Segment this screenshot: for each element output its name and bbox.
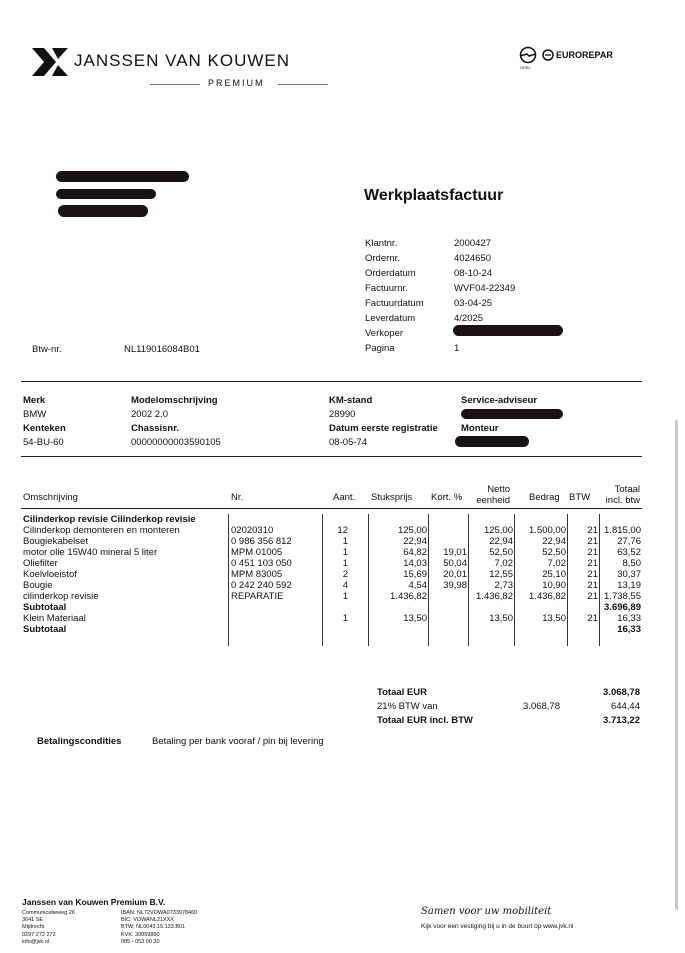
line-desc: Bougie — [23, 580, 53, 591]
subtotal-value: 16,33 — [617, 624, 641, 635]
invoice-lines — [0, 515, 685, 650]
model-value: 2002 2.0 — [131, 409, 168, 420]
line-bedrag: 1.436,82 — [529, 591, 566, 602]
kenteken-value: 54-BU-60 — [23, 437, 64, 448]
line-stuks: 64,82 — [403, 547, 427, 558]
btw-total-label: 21% BTW van — [377, 701, 438, 712]
line-kort: 19,01 — [443, 547, 467, 558]
info-value: 4/2025 — [454, 313, 484, 324]
line-btw: 21 — [587, 569, 598, 580]
brand-premium: PREMIUM — [208, 78, 265, 88]
footer-slogan: Samen voor uw mobiliteit — [421, 906, 552, 917]
km-label: KM-stand — [329, 395, 373, 406]
line-desc: Cilinderkop demonteren en monteren — [23, 525, 180, 536]
footer-address-line: Mijdrecht — [22, 924, 45, 931]
footer-bank — [121, 910, 197, 946]
total-value: 3.068,78 — [603, 687, 640, 698]
footer-address-line: info@jvk.nl — [22, 938, 49, 945]
line-totaal: 30,37 — [617, 569, 641, 580]
info-label: Ordernr. — [365, 253, 400, 264]
line-nr: MPM 01005 — [231, 547, 283, 558]
line-aant: 1 — [342, 536, 348, 547]
line-desc: Klein Materiaal — [23, 613, 86, 624]
info-label: Orderdatum — [365, 268, 416, 279]
brand-name: JANSSEN VAN KOUWEN — [74, 51, 291, 70]
line-bedrag: 52,50 — [542, 547, 566, 558]
redacted-customer-street — [56, 189, 156, 199]
line-aant: 1 — [342, 591, 348, 602]
col-totaal: Totaal — [614, 484, 640, 495]
reg-value: 08-05-74 — [329, 437, 368, 448]
col-korting: Kort. % — [431, 492, 463, 503]
line-totaal: 63,52 — [617, 547, 641, 558]
redacted-mechanic — [455, 436, 529, 447]
line-aant: 4 — [342, 580, 348, 591]
divider — [21, 381, 642, 382]
line-kort: 39,98 — [443, 580, 467, 591]
line-desc: motor olie 15W40 mineral 5 liter — [23, 547, 158, 558]
line-netto: 13,50 — [489, 613, 513, 624]
footer-company: Janssen van Kouwen Premium B.V. — [22, 897, 166, 907]
footer-address-line: 3641 SE — [22, 917, 44, 924]
col-netto: Netto — [487, 484, 510, 495]
footer-bank-line: BTW: NL0043.15.133.B01 — [121, 924, 186, 931]
eurorepar-icon — [542, 49, 554, 61]
info-label: Pagina — [365, 343, 395, 354]
line-desc: Bougiekabelset — [23, 536, 88, 547]
footer-bank-line: BIC: VOWANL21XXX — [121, 917, 174, 924]
line-aant: 1 — [342, 613, 348, 624]
col-eenheid: eenheid — [476, 495, 510, 506]
info-label: Verkoper — [365, 328, 404, 339]
page-title: Werkplaatsfactuur — [364, 187, 504, 204]
line-bedrag: 13,50 — [542, 613, 566, 624]
info-label: Factuurnr. — [365, 283, 408, 294]
table-header-line — [21, 508, 642, 509]
redacted-customer-name — [56, 171, 189, 182]
info-value: 03-04-25 — [454, 298, 493, 309]
btw-value: NL119016084B01 — [124, 344, 200, 355]
line-desc: Cilinderkop revisie Cilinderkop revisie — [23, 514, 196, 525]
line-nr: 02020310 — [231, 525, 274, 536]
line-netto: 1.436,82 — [476, 591, 513, 602]
col-aant: Aant. — [333, 492, 356, 503]
info-value: 2000427 — [454, 238, 491, 249]
line-netto: 2,73 — [494, 580, 513, 591]
scrollbar[interactable] — [675, 420, 678, 910]
line-netto: 22,94 — [489, 536, 513, 547]
footer-bank-line: 085 - 053 00 30 — [121, 938, 160, 945]
line-nr: REPARATIE — [231, 591, 284, 602]
info-label: Leverdatum — [365, 313, 416, 324]
line-aant: 2 — [342, 569, 348, 580]
col-omschrijving: Omschrijving — [23, 492, 78, 503]
line-netto: 12,55 — [489, 569, 513, 580]
line-bedrag: 10,90 — [542, 580, 566, 591]
col-nr: Nr. — [231, 492, 244, 503]
reg-label: Datum eerste registratie — [329, 423, 438, 434]
footer-bank-line: KVK: 30059890 — [121, 931, 160, 938]
line-nr: 0 242 240 592 — [231, 580, 292, 591]
col-incl-btw: incl. btw — [605, 495, 640, 506]
chassis-value: 00000000003590105 — [131, 437, 221, 448]
line-stuks: 15,69 — [403, 569, 427, 580]
subtotal-value: 3.696,89 — [604, 602, 641, 613]
line-bedrag: 1.500,00 — [529, 525, 566, 536]
footer-address-line: Communicatieweg 26 — [22, 910, 75, 916]
line-nr: MPM 83005 — [231, 569, 283, 580]
line-bedrag: 7,02 — [547, 558, 566, 569]
line-btw: 21 — [587, 536, 598, 547]
line-totaal: 13,19 — [617, 580, 641, 591]
line-btw: 21 — [587, 613, 598, 624]
redacted-seller — [453, 325, 563, 336]
col-stuksprijs: Stuksprijs — [371, 492, 413, 503]
chassis-label: Chassisnr. — [131, 423, 180, 434]
line-netto: 52,50 — [489, 547, 513, 558]
line-aant: 1 — [342, 547, 348, 558]
redacted-customer-city — [58, 205, 148, 217]
line-stuks: 14,03 — [403, 558, 427, 569]
eurorepar-label: EUROREPAR — [556, 50, 613, 60]
subtotal-label: Subtotaal — [23, 624, 67, 635]
line-nr: 0 451 103 050 — [231, 558, 292, 569]
footer-address-line: 0297 272 272 — [22, 931, 56, 938]
btw-label: Btw-nr. — [32, 344, 62, 355]
merk-label: Merk — [23, 395, 46, 406]
line-stuks: 22,94 — [403, 536, 427, 547]
line-btw: 21 — [587, 525, 598, 536]
col-btw: BTW — [569, 492, 591, 503]
line-stuks: 125,00 — [397, 525, 427, 536]
line-kort: 50,04 — [443, 558, 467, 569]
total-incl-label: Totaal EUR incl. BTW — [377, 715, 473, 726]
line-kort: 20,01 — [443, 569, 467, 580]
footer-address — [22, 910, 75, 946]
line-totaal: 8,50 — [622, 558, 641, 569]
km-value: 28990 — [329, 409, 356, 420]
info-label: Factuurdatum — [365, 298, 424, 309]
line-aant: 1 — [342, 558, 348, 569]
line-btw: 21 — [587, 558, 598, 569]
btw-total-base: 3.068,78 — [523, 701, 560, 712]
info-value: 4024650 — [454, 253, 491, 264]
info-value: WVF04-22349 — [454, 283, 516, 294]
line-stuks: 4,54 — [408, 580, 427, 591]
line-totaal: 1.738,55 — [604, 591, 641, 602]
redacted-service-advisor — [461, 409, 563, 419]
jvk-x-icon — [30, 46, 70, 78]
logo-line-right — [278, 84, 328, 85]
footer-bank-line: IBAN: NL72VOWA0733978460 — [121, 910, 198, 916]
info-value: 1 — [454, 343, 460, 354]
line-btw: 21 — [587, 591, 598, 602]
brand-logo — [30, 44, 340, 94]
line-stuks: 1.436,82 — [390, 591, 427, 602]
line-desc: cilinderkop revisie — [23, 591, 99, 602]
kenteken-label: Kenteken — [23, 423, 66, 434]
partner-logos — [515, 46, 645, 70]
line-totaal: 1.815,00 — [604, 525, 641, 536]
line-btw: 21 — [587, 580, 598, 591]
line-desc: Oliefilter — [23, 558, 58, 569]
info-label: Klantnr. — [365, 238, 398, 249]
footer-web: Kijk voor een vestiging bij u in de buurt op www.jvk.nl — [421, 923, 574, 930]
info-value: 08-10-24 — [454, 268, 493, 279]
line-bedrag: 22,94 — [542, 536, 566, 547]
line-netto: 125,00 — [483, 525, 513, 536]
model-label: Modelomschrijving — [131, 395, 218, 406]
service-label: Service-adviseur — [461, 395, 538, 406]
monteur-label: Monteur — [461, 423, 499, 434]
logo-line-left — [150, 84, 200, 85]
subtotal-label: Subtotaal — [23, 602, 67, 613]
line-nr: 0 986 356 812 — [231, 536, 292, 547]
total-incl-value: 3.713,22 — [603, 715, 640, 726]
line-totaal: 16,33 — [617, 613, 641, 624]
total-label: Totaal EUR — [377, 687, 427, 698]
line-totaal: 27,76 — [617, 536, 641, 547]
line-desc: Koelvloeistof — [23, 569, 77, 580]
btw-total-amount: 644,44 — [610, 701, 640, 712]
line-bedrag: 25,10 — [542, 569, 566, 580]
merk-value: BMW — [23, 409, 47, 420]
col-bedrag: Bedrag — [529, 492, 560, 503]
line-btw: 21 — [587, 547, 598, 558]
divider — [21, 456, 642, 457]
opel-icon — [519, 46, 537, 64]
line-aant: 12 — [337, 525, 348, 536]
opel-label: OPEL — [520, 65, 531, 70]
line-netto: 7,02 — [494, 558, 513, 569]
payment-label: Betalingscondities — [37, 736, 122, 747]
payment-value: Betaling per bank vooraf / pin bij levering — [152, 736, 324, 747]
line-stuks: 13,50 — [403, 613, 427, 624]
